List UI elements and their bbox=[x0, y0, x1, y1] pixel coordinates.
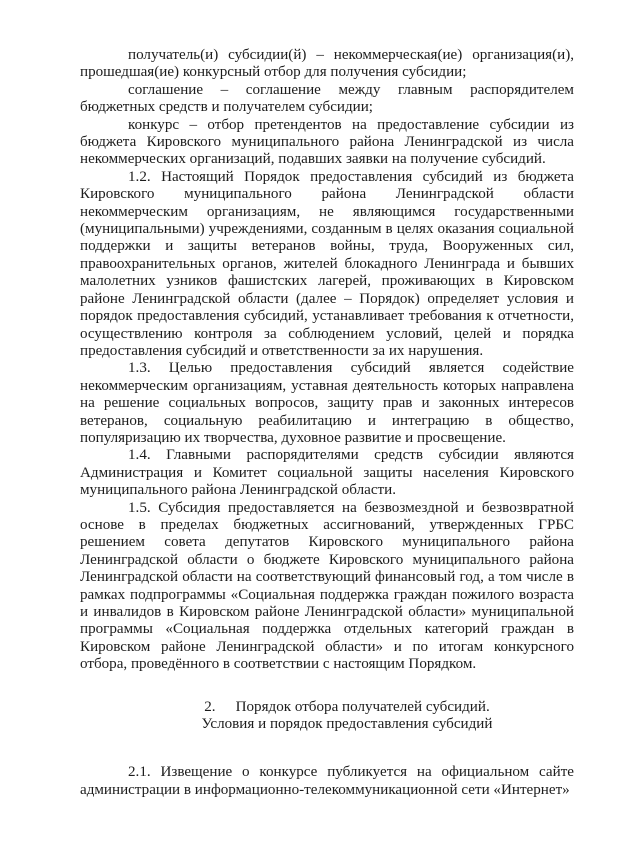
paragraph-1-5: 1.5. Субсидия предоставляется на безвозмездной и безвозвратной основе в пределах бюджетных ассигнований, утвержденных ГРБС решением совета депутатов Кировского муниципального района Ленинградской области о бюджете Кировского муниципального района Ленинградской области на соответствующий финансовый год, а том числе в рамках подпрограммы «Социальная поддержка граждан пожилого возраста и инвалидов в Кировском районе Ленинградской области» муниципальной программы «Социальная поддержка отдельных категорий граждан в Кировском районе Ленинградской области» и по итогам конкурсного отбора, проведённого в соответствии с настоящим Порядком. bbox=[80, 499, 574, 673]
paragraph-1-3: 1.3. Целью предоставления субсидий является содействие некоммерческим организациям, уставная деятельность которых направлена на решение социальных вопросов, защиту прав и законных интересов ветеранов, социальную реабилитацию и интеграцию в общество, популяризацию их творчества, духовное развитие и просвещение. bbox=[80, 360, 574, 446]
paragraph-2-1: 2.1. Извещение о конкурсе публикуется на официальном сайте администрации в информационно-телекоммуникационной сети «Интернет» bbox=[80, 764, 574, 798]
paragraph-1-2: 1.2. Настоящий Порядок предоставления субсидий из бюджета Кировского муниципального района Ленинградской области некоммерческим организациям, не являющимся государственными (муниципальными) учреждениями, созданным в целях оказания социальной поддержки и защиты ветеранов войны, труда, Вооруженных сил, правоохранительных органов, жителей блокадного Ленинграда и бывших малолетних узников фашистских лагерей, проживающих в Кировском районе Ленинградской области (далее – Порядок) определяет условия и порядок предоставления субсидий, устанавливает требования к отчетности, осуществлению контроля за соблюдением условий, целей и порядка предоставления субсидий и ответственности за их нарушения. bbox=[80, 168, 574, 359]
spacer bbox=[80, 674, 574, 699]
section-2-title bbox=[80, 699, 574, 716]
section-2-subtitle: Условия и порядок предоставления субсидий bbox=[201, 716, 493, 733]
paragraph-1-4: 1.4. Главными распорядителями средств субсидии являются Администрация и Комитет социальной защиты населения Кировского муниципального района Ленинградской области. bbox=[80, 447, 574, 499]
definition-contest: конкурс – отбор претендентов на предоставление субсидии из бюджета Кировского муниципального района Ленинградской из числа некоммерческих организаций, подавших заявки на получение субсидий. bbox=[80, 116, 574, 168]
definition-agreement: соглашение – соглашение между главным распорядителем бюджетных средств и получателем субсидии; bbox=[80, 81, 574, 116]
spacer bbox=[80, 733, 574, 764]
definition-recipient: получатель(и) субсидии(й) – некоммерческая(ие) организация(и), прошедшая(ие) конкурсный отбор для получения субсидии; bbox=[80, 47, 574, 81]
section-2-number: 2. bbox=[204, 698, 216, 715]
section-2-title-line1: Порядок отбора получателей субсидий. bbox=[235, 698, 490, 715]
